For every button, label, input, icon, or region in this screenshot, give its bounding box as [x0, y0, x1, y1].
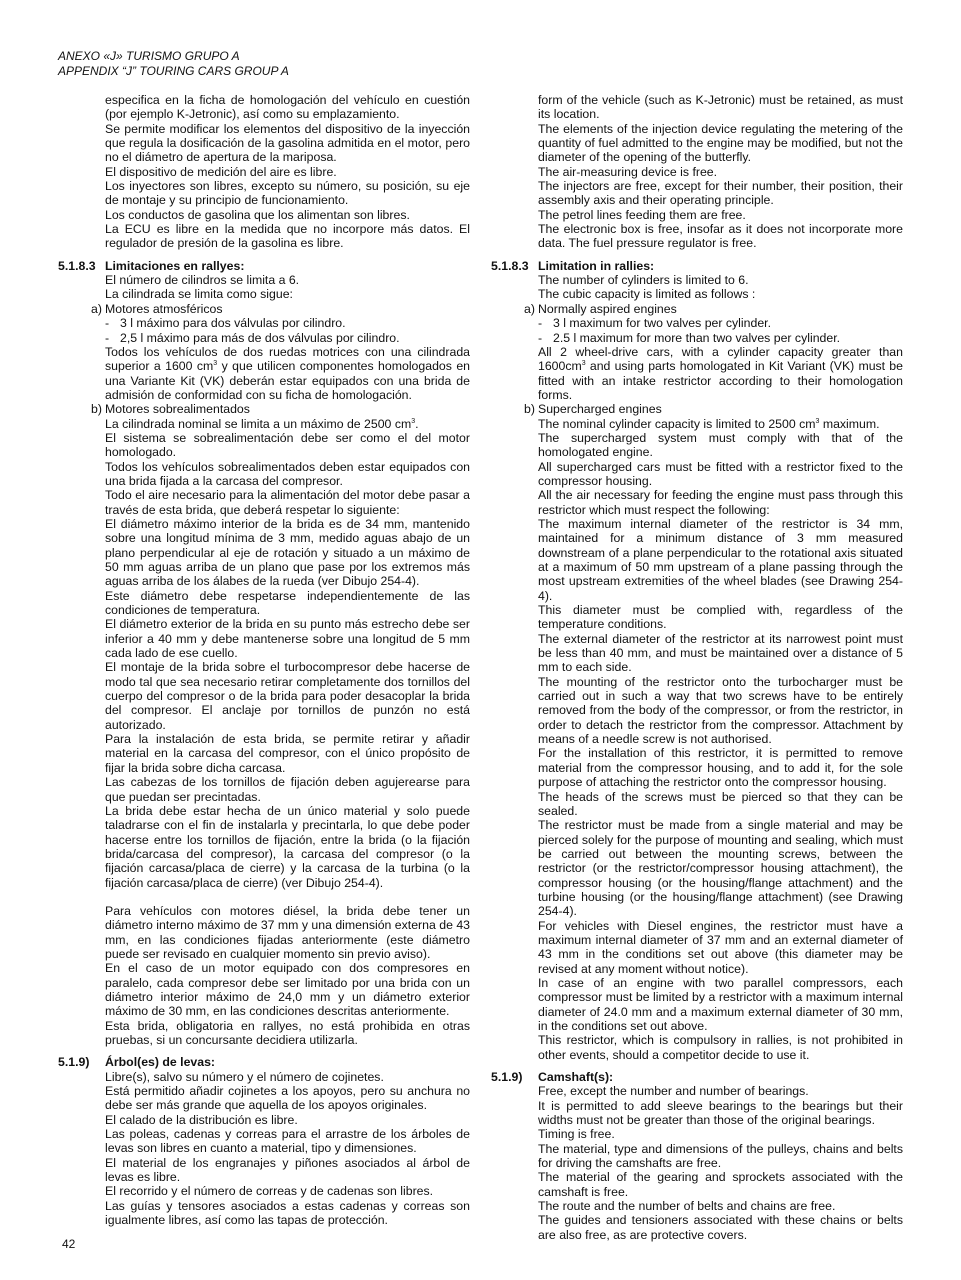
paragraph: The injectors are free, except for their number, their position, their assembly axis and their operating principle.	[538, 179, 903, 208]
paragraph: Timing is free.	[538, 1127, 615, 1142]
english-column	[491, 93, 903, 1242]
section-title: Árbol(es) de levas:	[105, 1055, 216, 1070]
paragraph: El diámetro exterior de la brida en su punto más estrecho debe ser inferior a 40 mm y debe mantenerse sobre una longitud de 5 mm cada lado de ese cuello.	[105, 617, 470, 661]
header-line-en: APPENDIX “J” TOURING CARS GROUP A	[58, 64, 289, 78]
paragraph: The supercharged system must comply with that of the homologated engine.	[538, 430, 903, 460]
spanish-column	[58, 93, 470, 1227]
paragraph: This diameter must be complied with, regardless of the temperature conditions.	[538, 603, 903, 632]
section-heading-519-en	[491, 1070, 903, 1084]
paragraph: This restrictor, which is compulsory in rallies, is not prohibited in other events, should a competitor decide to use it.	[538, 1033, 903, 1062]
paragraph: The nominal cylinder capacity is limited to 2500 $cm^3$ maximum.	[538, 416, 880, 431]
section-title: Limitation in rallies:	[538, 258, 655, 273]
section-heading-519-es	[58, 1055, 470, 1069]
section-number: 5.1.8.3	[491, 258, 529, 273]
list-item-b-en	[491, 402, 903, 416]
paragraph: Para vehículos con motores diésel, la brida debe tener un diámetro interno máximo de 37 mm y una dimensión externa de 43 mm, en las condiciones fijadas anteriormente (este diámetro puede ser revisado en cualquier momento sin previo aviso).	[105, 903, 470, 961]
paragraph: En el caso de un motor equipado con dos compresores en paralelo, cada compresor debe ser limitado por una brida con un diámetro interior máximo de 24,0 mm y un diámetro exterior máximo de 30 mm, en las condiciones descritas anteriormente.	[105, 961, 470, 1019]
paragraph: Las cabezas de los tornillos de fijación deben agujerearse para que puedan ser precintadas.	[105, 775, 470, 804]
paragraph: Para la instalación de esta brida, se permite retirar y añadir material en la carcasa del compresor, con el único propósito de fijar la brida sobre dicha carcasa.	[105, 732, 470, 775]
paragraph: El diámetro máximo interior de la brida es de 34 mm, mantenido sobre una longitud mínima de 3 mm, medido aguas abajo de un plano perpendicular al eje de rotación y situado a un máximo de 50 mm aguas arriba de un plano que pase por los extremos más aguas arriba de los álabes de la rueda (ver Dibujo 254-4).	[105, 516, 470, 589]
paragraph: El número de cilindros se limita a 6.	[105, 273, 300, 288]
list-item-b-es	[58, 402, 470, 416]
page-number: 42	[62, 1237, 76, 1251]
section-heading-5183-en	[491, 259, 903, 273]
section-title: Camshaft(s):	[538, 1070, 614, 1085]
paragraph: Este diámetro debe respetarse independientemente de las condiciones de temperatura.	[105, 588, 470, 618]
paragraph: All supercharged cars must be fitted with a restrictor fixed to the compressor housing.	[538, 459, 903, 488]
list-marker: a)	[524, 301, 535, 316]
paragraph: La cilindrada se limita como sigue:	[105, 287, 293, 302]
paragraph: El montaje de la brida sobre el turbocompresor debe hacerse de modo tal que sea necesario retirar completamente dos tornillos del cuerpo del compresor o de la brida para poder desacoplar la brida del compresor. El anclaje por tornillos de punzón no está autorizado.	[105, 660, 470, 732]
paragraph: The number of cylinders is limited to 6.	[538, 273, 749, 288]
paragraph: Todo el aire necesario para la alimentación del motor debe pasar a través de esta brida, que deberá respetar lo siguiente:	[105, 488, 470, 517]
paragraph: The maximum internal diameter of the restrictor is 34 mm, maintained for a minimum distance of 3 mm measured downstream of a plane perpendicular to the rotational axis situated at a maximum of 50 mm upstream of a plane passing through the most upstream extremities of the wheel blades (see Drawing 254-4).	[538, 516, 903, 603]
paragraph: The guides and tensioners associated with these chains or belts are also free, as are protective covers.	[538, 1213, 903, 1242]
paragraph: Se permite modificar los elementos del dispositivo de la inyección que regula la dosificación de la gasolina admitida en el motor, pero no el diámetro de apertura de la mariposa.	[105, 121, 470, 165]
paragraph: especifica en la ficha de homologación del vehículo en cuestión (por ejemplo K-Jetronic), así como su emplazamiento.	[105, 93, 470, 122]
paragraph: For vehicles with Diesel engines, the restrictor must have a maximum internal diameter of 37 mm and an external diameter of 43 mm in the conditions set out above (this diameter may be revised at any moment without notice).	[538, 918, 903, 976]
list-marker: b)	[91, 402, 102, 417]
paragraph: The route and the number of belts and chains are free.	[538, 1199, 836, 1214]
paragraph: The heads of the screws must be pierced so that they can be sealed.	[538, 789, 903, 818]
list-item-a-en	[491, 302, 903, 316]
paragraph: The petrol lines feeding them are free.	[538, 207, 746, 222]
section-heading-5183-es	[58, 259, 470, 273]
paragraph: El dispositivo de medición del aire es libre.	[105, 164, 337, 179]
paragraph: It is permitted to add sleeve bearings to the bearings but their widths must not be greater than those of the original bearings.	[538, 1098, 903, 1128]
section-title: Limitaciones en rallyes:	[105, 258, 245, 273]
paragraph: El sistema se sobrealimentación debe ser como el del motor homologado.	[105, 430, 470, 460]
paragraph: Las poleas, cadenas y correas para el arrastre de los árboles de levas son libres en cuanto a material, tipo y dimensiones.	[105, 1127, 470, 1156]
paragraph: Está permitido añadir cojinetes a los apoyos, pero su anchura no debe ser más grande que aquella de los apoyos originales.	[105, 1084, 470, 1113]
paragraph: form of the vehicle (such as K-Jetronic) must be retained, as must its location.	[538, 93, 903, 122]
paragraph: The mounting of the restrictor onto the turbocharger must be carried out in such a way that two screws have to be entirely removed from the body of the compressor, or from the restrictor, in order to detach the restrictor from the compressor. Attachment by means of a needle screw is not authorised.	[538, 674, 903, 747]
paragraph: Los inyectores son libres, excepto su número, su posición, su eje de montaje y su principio de funcionamiento.	[105, 179, 470, 208]
paragraph: Todos los vehículos sobrealimentados deben estar equipados con una brida fijada a la carcasa del compresor.	[105, 459, 470, 488]
paragraph: La cilindrada nominal se limita a un máximo de 2500 $cm^3$.	[105, 416, 419, 431]
paragraph: The external diameter of the restrictor at its narrowest point must be less than 40 mm, and must be maintained over a distance of 5 mm to each side.	[538, 631, 903, 675]
list-item-a-es	[58, 302, 470, 316]
paragraph: All the air necessary for feeding the engine must pass through this restrictor which must respect the following:	[538, 488, 903, 517]
section-number: 5.1.8.3	[58, 258, 96, 273]
list-item-title: Supercharged engines	[538, 402, 662, 417]
paragraph: In case of an engine with two parallel compressors, each compressor must be limited by a restrictor with a maximum internal diameter of 24.0 mm and a maximum external diameter of 30 mm, in the conditions set out above.	[538, 975, 903, 1033]
paragraph: Esta brida, obligatoria en rallyes, no está prohibida en otras pruebas, si un concursante decidiera utilizarla.	[105, 1018, 470, 1047]
paragraph: The air-measuring device is free.	[538, 164, 718, 179]
paragraph: El recorrido y el número de correas y de cadenas son libres.	[105, 1184, 434, 1199]
paragraph: The electronic box is free, insofar as it does not incorporate more data. The fuel pressure regulator is free.	[538, 222, 903, 251]
paragraph: The elements of the injection device regulating the metering of the quantity of fuel admitted to the engine may be modified, but not the diameter of the opening of the butterfly.	[538, 121, 903, 165]
paragraph: All 2 wheel-drive cars, with a cylinder capacity greater than $1600cm^3$ and using parts homologated in Kit Variant (VK) must be fitted with an intake restrictor according to their homologation forms.	[538, 344, 903, 402]
paragraph: The material of the gearing and sprockets associated with the camshaft is free.	[538, 1170, 903, 1199]
intro-paragraphs-en	[491, 93, 903, 251]
paragraph: Los conductos de gasolina que los alimentan son libres.	[105, 207, 410, 222]
dash-item: - 2,5 l máximo para más de dos válvulas por cilindro.	[105, 330, 400, 345]
section-number: 5.1.9)	[491, 1070, 523, 1085]
paragraph: La brida debe estar hecha de un único material y solo puede taladrarse con el fin de instalarla y precintarla, lo que debe poder hacerse entre los tornillos de fijación, entre la brida (o la fijación brida/carcasa del compresor), la carcasa del compresor (o la fijación carcasa/placa de cierre) y la carcasa de la turbina (o la fijación carcasa/placa de cierre) (ver Dibujo 254-4).	[105, 803, 470, 890]
paragraph: For the installation of this restrictor, it is permitted to remove material from the compressor housing, and to add it, for the sole purpose of attaching the restrictor onto the compressor housing.	[538, 746, 903, 790]
paragraph: The cubic capacity is limited as follows :	[538, 287, 756, 302]
paragraph: La ECU es libre en la medida que no incorpore más datos. El regulador de presión de la gasolina es libre.	[105, 222, 470, 251]
paragraph: Las guías y tensores asociados a estas cadenas y correas son igualmente libres, así como las tapas de protección.	[105, 1198, 470, 1228]
paragraph: El calado de la distribución es libre.	[105, 1112, 298, 1127]
running-header	[58, 49, 289, 79]
list-marker: a)	[91, 301, 102, 316]
intro-paragraphs-es	[58, 93, 470, 251]
paragraph: Todos los vehículos de dos ruedas motrices con una cilindrada superior a 1600 $cm^3$ y que utilicen componentes homologados en una Variante Kit (VK) deberán estar equipados con una brida de admisión de conformidad con su ficha de homologación.	[105, 344, 470, 402]
list-item-title: Motores atmosféricos	[105, 301, 223, 316]
list-item-title: Motores sobrealimentados	[105, 402, 250, 417]
paragraph: El material de los engranajes y piñones asociados al árbol de levas es libre.	[105, 1155, 470, 1185]
paragraph: The restrictor must be made from a single material and may be pierced solely for the purpose of mounting and sealing, which must be carried out between the mounting screws, between the restrictor (or the restrictor/compressor housing attachment), the compressor housing (or the housing/flange attachment) and the turbine housing (or the housing/flange attachment) (see Drawing 254-4).	[538, 818, 903, 919]
paragraph: The material, type and dimensions of the pulleys, chains and belts for driving the camshafts are free.	[538, 1141, 903, 1171]
list-item-title: Normally aspired engines	[538, 301, 677, 316]
dash-item: - 3 l máximo para dos válvulas por cilindro.	[105, 316, 346, 331]
header-line-es: ANEXO «J» TURISMO GRUPO A	[58, 49, 240, 63]
paragraph: Libre(s), salvo su número y el número de cojinetes.	[105, 1069, 384, 1084]
list-marker: b)	[524, 402, 535, 417]
section-number: 5.1.9)	[58, 1055, 90, 1070]
dash-item: - 2.5 l maximum for more than two valves per cylinder.	[538, 330, 841, 345]
dash-item: - 3 l maximum for two valves per cylinder.	[538, 316, 771, 331]
paragraph: Free, except the number and number of bearings.	[538, 1084, 809, 1099]
